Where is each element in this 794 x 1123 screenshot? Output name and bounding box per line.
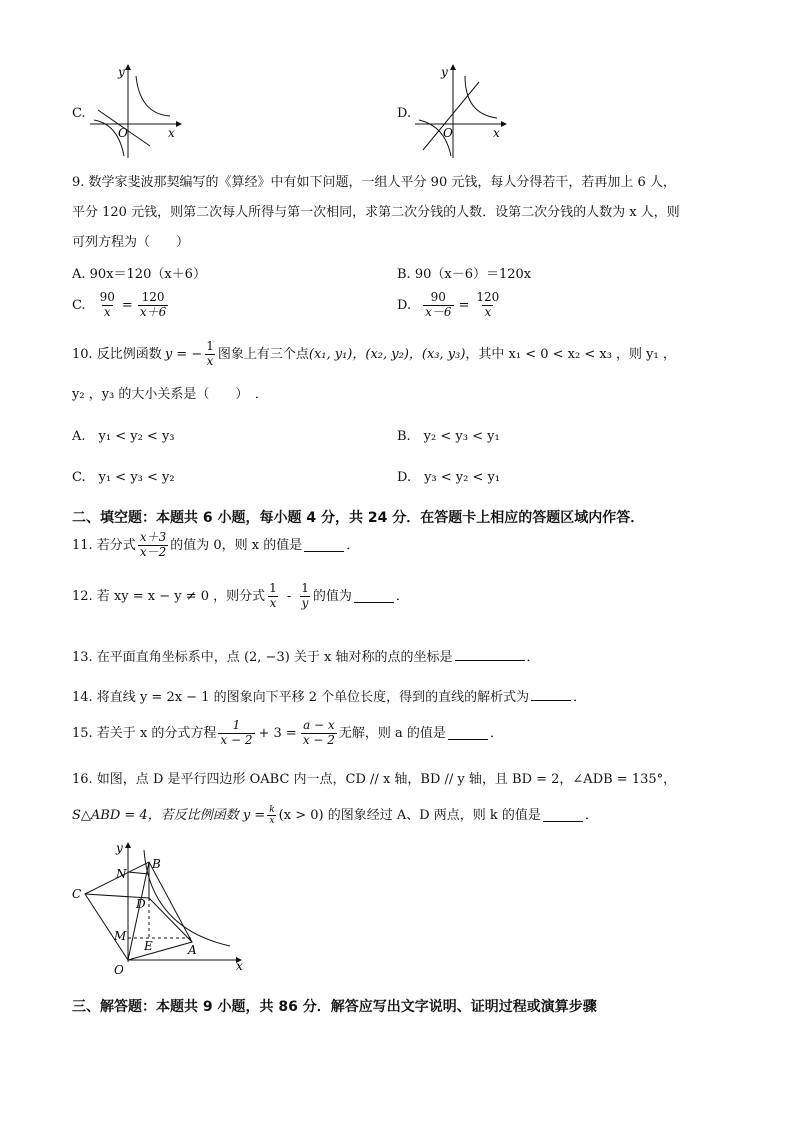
graph-c-x-arrow xyxy=(176,121,182,127)
fig16-segment-n xyxy=(128,872,149,874)
q9-line3: 可列方程为（ ） xyxy=(72,235,190,250)
fig16-label-e: E xyxy=(144,939,153,953)
graph-c-line xyxy=(98,110,150,146)
figure-q16 xyxy=(70,838,250,978)
q12-answer-blank[interactable] xyxy=(354,590,394,603)
q12 xyxy=(72,582,409,611)
q10-option-d[interactable]: D. y₃ < y₂ < y₁ xyxy=(397,470,501,485)
q14 xyxy=(72,688,586,704)
q16-area: S△ABD = 4，若反比例函数 y = xyxy=(72,808,266,824)
q9-option-c-equals: = xyxy=(121,297,133,313)
q15-frac2: $\frac{a - x}{x - 2}$ xyxy=(302,718,335,747)
q11-intro: 11. 若分式 xyxy=(72,537,136,553)
q14-text: 14. 将直线 y = 2x − 1 的图象向下平移 2 个单位长度，得到的直线的解析式为 xyxy=(72,690,530,705)
q13 xyxy=(72,648,540,664)
q9-option-c[interactable] xyxy=(72,291,170,320)
q15-intro: 15. 若关于 x 的分式方程 xyxy=(72,725,217,741)
q9-option-d-label: D. xyxy=(397,297,412,313)
fig16-label-c: C xyxy=(72,887,82,901)
graph-c-origin: O xyxy=(118,126,128,140)
graph-option-d xyxy=(413,62,508,160)
fig16-label-x: x xyxy=(236,959,243,973)
q10-option-a[interactable]: A. y₁ < y₂ < y₃ xyxy=(72,429,175,444)
q10-points: (x₁, y₁)，(x₂, y₂)，(x₃, y₃) xyxy=(308,346,466,362)
graph-c-hyperbola-q1 xyxy=(136,76,170,116)
q10-option-c[interactable]: C. y₁ < y₃ < y₂ xyxy=(72,470,175,485)
q10-line2: y₂ ，y₃ 的大小关系是（ ） ． xyxy=(72,387,268,402)
fig16-label-a: A xyxy=(188,943,197,957)
q16-frac: $\frac{k}{x}$ xyxy=(269,805,275,827)
q10-text3: ，其中 x₁ < 0 < x₂ < x₃ ，则 y₁ ， xyxy=(465,346,676,362)
graph-d-x-label: x xyxy=(493,126,500,140)
fig16-segment-da xyxy=(149,898,192,942)
q15 xyxy=(72,719,503,748)
option-d-label: D. xyxy=(397,106,412,121)
q14-end: ． xyxy=(573,690,587,705)
q9-option-b[interactable]: B. 90（x－6）＝120x xyxy=(397,267,532,282)
q15-frac1: $\frac{1}{x - 2}$ xyxy=(220,718,253,747)
q14-answer-blank[interactable] xyxy=(531,688,571,701)
graph-c-y-arrow xyxy=(125,64,131,70)
q10-frac: $\frac{1}{x}$ xyxy=(206,339,214,368)
fig16-label-b: B xyxy=(152,857,161,871)
q9-option-c-label: C. xyxy=(72,297,86,313)
q10-line1 xyxy=(72,340,676,369)
q12-frac2: $\frac{1}{y}$ xyxy=(301,581,309,610)
fig16-label-y: y xyxy=(116,841,123,855)
q16-answer-blank[interactable] xyxy=(543,809,583,822)
graph-c-x-label: x xyxy=(168,126,175,140)
q15-answer-blank[interactable] xyxy=(448,727,488,740)
q16-line1: 16. 如图，点 D 是平行四边形 OABC 内一点，CD // x 轴，BD // y 轴，且 BD = 2，∠ADB = 135°， xyxy=(72,772,677,787)
q9-option-a[interactable]: A. 90x＝120（x＋6） xyxy=(72,267,206,282)
option-c-label: C. xyxy=(72,106,86,121)
q9-option-d-frac1: $\frac{90}{x-6}$ xyxy=(425,290,452,319)
q9-line1: 9. 数学家斐波那契编写的《算经》中有如下问题，一组人平分 90 元钱，每人分得若干，若再加上 6 人， xyxy=(72,175,676,190)
q10-func: y = − xyxy=(164,346,203,362)
q15-text: 无解，则 a 的值是 xyxy=(338,725,446,741)
section-2-heading: 二、填空题：本题共 6 小题，每小题 4 分，共 24 分．在答题卡上相应的答题区域内作答． xyxy=(72,510,645,526)
q15-end: ． xyxy=(489,725,503,741)
graph-option-c xyxy=(88,62,183,160)
q9-option-c-frac1: $\frac{90}{x}$ xyxy=(99,290,115,319)
q11-end: ． xyxy=(346,537,360,553)
graph-d-y-label: y xyxy=(441,65,448,79)
graph-d-x-arrow xyxy=(501,121,507,127)
q10-option-b[interactable]: B. y₂ < y₃ < y₁ xyxy=(397,429,500,444)
fig16-label-m: M xyxy=(114,929,127,943)
q13-text: 13. 在平面直角坐标系中，点 (2, −3) 关于 x 轴对称的点的坐标是 xyxy=(72,650,453,665)
q10-intro: 10. 反比例函数 xyxy=(72,346,162,362)
q12-end: ． xyxy=(395,588,409,604)
q13-answer-blank[interactable] xyxy=(455,648,525,661)
q12-minus: - xyxy=(286,588,292,604)
q9-option-d-frac2: $\frac{120}{x}$ xyxy=(476,290,500,319)
q9-option-d[interactable] xyxy=(397,291,503,320)
q12-frac1: $\frac{1}{x}$ xyxy=(269,581,277,610)
section-3-heading: 三、解答题：本题共 9 小题，共 86 分．解答应写出文字说明、证明过程或演算步骤 xyxy=(72,999,597,1015)
graph-d-origin: O xyxy=(443,126,453,140)
q16-text: (x > 0) 的图象经过 A、D 两点，则 k 的值是 xyxy=(278,808,541,824)
q10-text2: 图象上有三个点 xyxy=(217,346,309,362)
fig16-y-arrow xyxy=(125,842,131,848)
q12-intro: 12. 若 xy = x − y ≠ 0 ，则分式 xyxy=(72,588,266,604)
graph-d-y-arrow xyxy=(450,64,456,70)
q16-end: ． xyxy=(584,808,598,824)
fig16-label-d: D xyxy=(136,897,146,911)
q11-frac: $\frac{x+3}{x-2}$ xyxy=(139,530,167,559)
q12-text: 的值为 xyxy=(312,588,352,604)
graph-c-y-label: y xyxy=(118,65,125,79)
q9-option-c-frac2: $\frac{120}{x+6}$ xyxy=(139,290,167,319)
q11-answer-blank[interactable] xyxy=(304,539,344,552)
graph-d-hyperbola-q2 xyxy=(465,76,497,118)
fig16-label-o: O xyxy=(114,963,124,977)
q16-line2 xyxy=(72,805,598,827)
fig16-label-n: N xyxy=(116,867,127,881)
q11-text: 的值为 0，则 x 的值是 xyxy=(170,537,303,553)
q15-plus: + 3 = xyxy=(258,725,297,741)
q11 xyxy=(72,531,359,560)
q9-line2: 平分 120 元钱，则第二次每人所得与第一次相同，求第二次分钱的人数．设第二次分钱的人数为 x 人，则 xyxy=(72,205,680,220)
q13-end: ． xyxy=(526,650,540,665)
q9-option-d-equals: = xyxy=(458,297,470,313)
